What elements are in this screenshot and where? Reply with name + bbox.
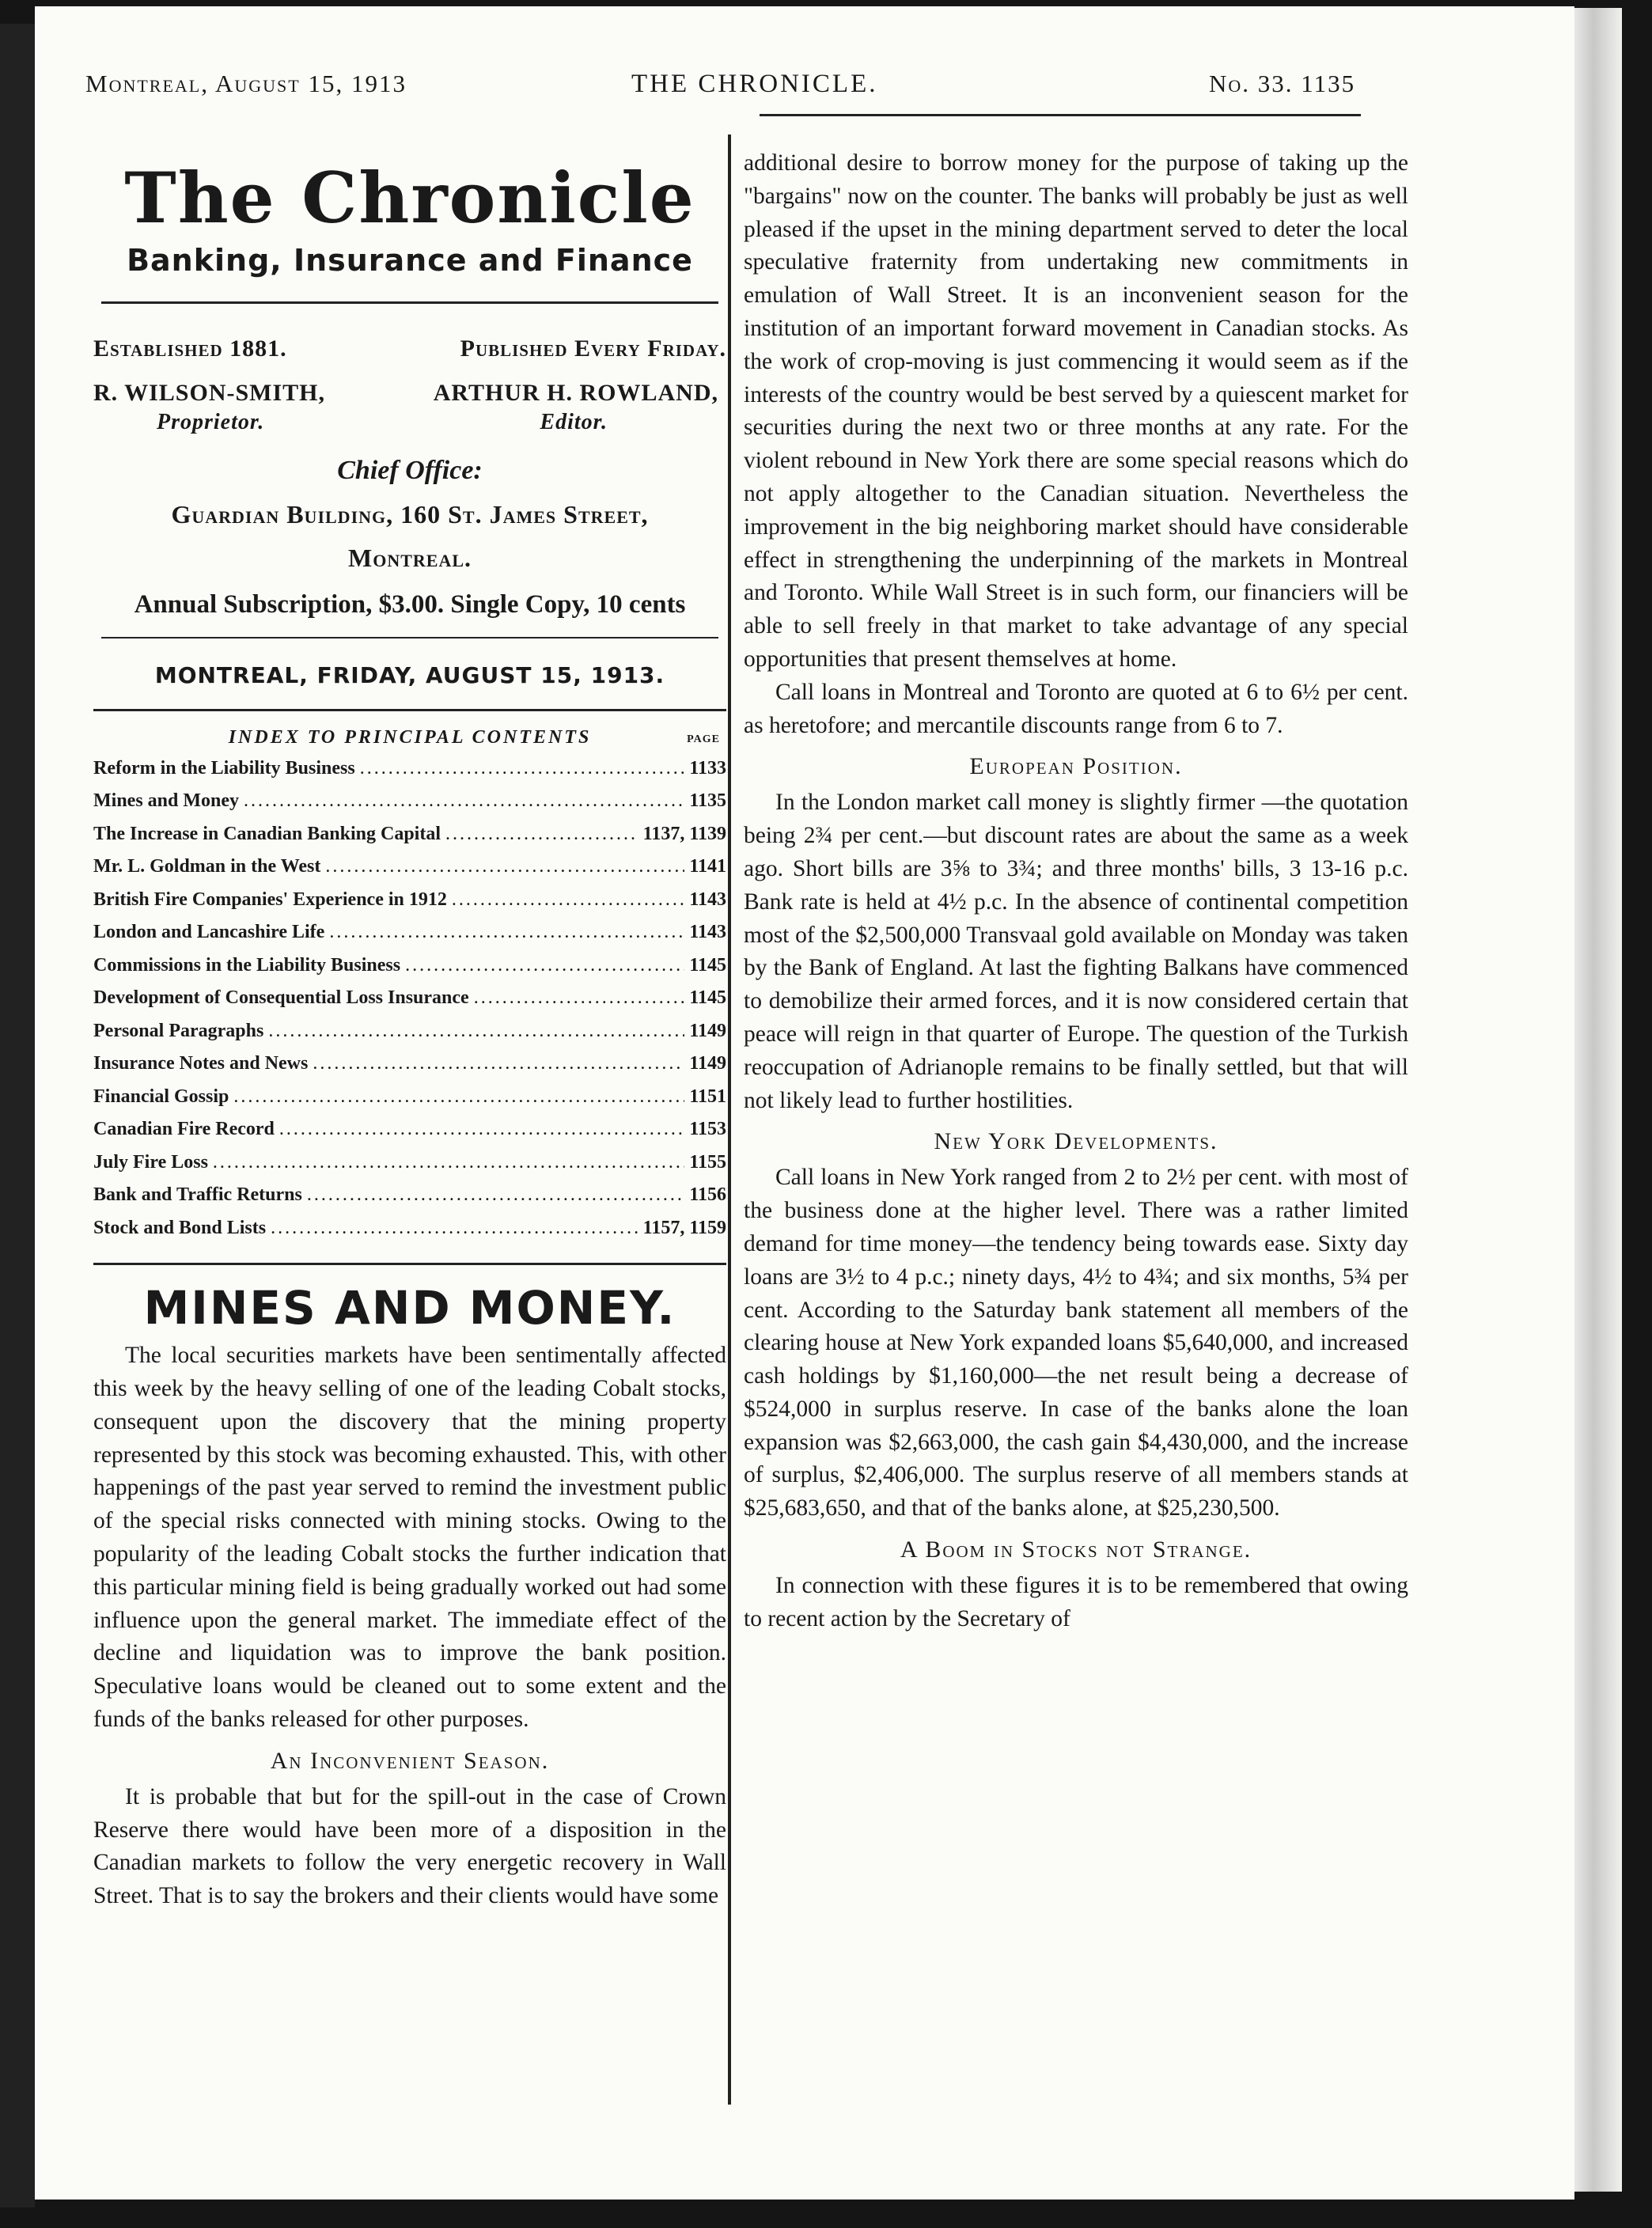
index-entry-title: British Fire Companies' Experience in 1912 (93, 889, 447, 910)
index-entry-title: Financial Gossip (93, 1086, 229, 1107)
index-list (93, 758, 726, 1251)
staff-row (93, 380, 726, 407)
index-entry-title: Insurance Notes and News (93, 1053, 309, 1074)
article-paragraph: In connection with these figures it is to be remembered that owing to recent action by the Secretary of (744, 1573, 1408, 1631)
index-rule (93, 1263, 726, 1265)
index-entry-page: 1137, 1139 (642, 823, 726, 844)
column-rule (728, 135, 731, 2105)
index-leader-dots (474, 987, 685, 1009)
left-column (93, 150, 726, 1913)
top-rule (760, 114, 1361, 116)
proprietor-name: R. WILSON-SMITH, (93, 379, 326, 406)
index-entry (93, 1086, 726, 1120)
subscription-rates: Annual Subscription, $3.00. Single Copy, 10 cents (134, 589, 686, 619)
index-entry (93, 1184, 726, 1218)
index-entry (93, 1053, 726, 1086)
subscription-rule (101, 637, 718, 638)
index-leader-dots (271, 1218, 638, 1239)
publication-info-row (93, 335, 726, 362)
index-entry-title: Commissions in the Liability Business (93, 954, 401, 976)
index-leader-dots (445, 824, 638, 845)
established-label: Established 1881. (93, 335, 287, 362)
masthead-rule (101, 301, 718, 304)
issue-dateline: MONTREAL, FRIDAY, AUGUST 15, 1913. (154, 661, 665, 688)
running-head-title: THE CHRONICLE. (631, 70, 878, 98)
article-subhead: European Position. (969, 753, 1183, 780)
index-entry (93, 790, 726, 824)
index-leader-dots (329, 922, 684, 943)
index-entry-page: 1143 (689, 922, 726, 943)
masthead-title: The Chronicle (124, 157, 695, 239)
index-entry-page: 1133 (689, 757, 726, 779)
index-entry-page: 1149 (689, 1020, 726, 1041)
index-leader-dots (268, 1021, 684, 1042)
index-entry (93, 1021, 726, 1054)
index-entry-title: Personal Paragraphs (93, 1020, 264, 1041)
office-address: Guardian Building, 160 St. James Street, (171, 499, 649, 529)
index-entry-page: 1143 (689, 889, 726, 910)
masthead-tagline: Banking, Insurance and Finance (127, 242, 693, 278)
index-page-label: PAGE (687, 733, 720, 745)
index-entry (93, 1152, 726, 1185)
published-label: Published Every Friday. (460, 335, 726, 362)
index-entry-page: 1157, 1159 (642, 1217, 726, 1238)
proprietor-role: Proprietor. (157, 409, 265, 434)
index-leader-dots (313, 1053, 684, 1074)
dateline-rule (93, 709, 726, 711)
index-entry (93, 1218, 726, 1251)
staff-role-row (93, 410, 726, 435)
index-entry-title: Reform in the Liability Business (93, 757, 355, 779)
editor-name: ARTHUR H. ROWLAND, (433, 379, 718, 406)
running-head-issue-page: No. 33. 1135 (1209, 70, 1356, 97)
index-entry-title: Development of Consequential Loss Insurance (93, 987, 469, 1009)
index-entry-title: Bank and Traffic Returns (93, 1184, 302, 1206)
index-leader-dots (360, 758, 685, 779)
index-leader-dots (307, 1184, 685, 1206)
article-paragraph: In the London market call money is slightly firmer —the quotation being 2¾ per cent.—but discount rates are about the same as a week ago. Short bills are 3⅝ to 3¾; and three months' bills, 3 13-16 p.c. Bank rate is held at 4½ p.c. In the absence of continental competition most of the $2,500,000 Transvaal gold available on Monday was taken by the Bank of England. At last the fighting Balkans have commenced to demobilize their armed forces, and it is now considered certain that peace will reign in that quarter of Europe. The question of the Turkish reoccupation of Adrianople remains to be finally settled, but that will not likely lead to further hostilities. (744, 790, 1408, 1113)
index-entry-title: The Increase in Canadian Banking Capital (93, 823, 441, 844)
index-entry (93, 889, 726, 923)
index-entry (93, 824, 726, 857)
article-paragraph: It is probable that but for the spill-out in the case of Crown Reserve there would have been more of a disposition in the Canadian markets to follow the very energetic recovery in Wall Street. That is to say the brokers and their clients would have some (93, 1783, 726, 1909)
index-entry-title: July Fire Loss (93, 1151, 208, 1173)
index-entry-page: 1145 (689, 987, 726, 1009)
index-leader-dots (279, 1119, 684, 1140)
index-entry-title: Canadian Fire Record (93, 1119, 275, 1140)
index-leader-dots (325, 856, 684, 877)
index-title (93, 727, 726, 748)
article-subhead: New York Developments. (934, 1128, 1218, 1155)
index-entry (93, 758, 726, 791)
right-column (744, 147, 1408, 1636)
scan-border-left (0, 24, 35, 2207)
office-city: Montreal. (348, 543, 472, 572)
article-paragraph: Call loans in Montreal and Toronto are quoted at 6 to 6½ per cent. as heretofore; and mercantile discounts range from 6 to 7. (744, 679, 1408, 738)
index-leader-dots (233, 1086, 684, 1108)
index-entry-page: 1155 (689, 1151, 726, 1173)
index-entry-title: Mr. L. Goldman in the West (93, 856, 321, 877)
index-entry (93, 955, 726, 988)
article-subhead: An Inconvenient Season. (270, 1747, 550, 1774)
index-entry (93, 922, 726, 955)
index-leader-dots (244, 790, 684, 812)
index-leader-dots (405, 955, 684, 976)
index-entry-page: 1145 (689, 954, 726, 976)
index-entry (93, 1119, 726, 1152)
index-entry-title: London and Lancashire Life (93, 922, 325, 943)
index-entry-page: 1141 (689, 856, 726, 877)
page-edge-right (1574, 8, 1622, 2192)
article-subhead: A Boom in Stocks not Strange. (900, 1536, 1252, 1563)
index-entry-page: 1153 (689, 1119, 726, 1140)
article-paragraph: The local securities markets have been sentimentally affected this week by the heavy selling of one of the leading Cobalt stocks, consequent upon the discovery that the mining property represented by this stock was becoming exhausted. This, with other happenings of the past year served to remind the investment public of the special risks connected with mining stocks. Owing to the popularity of the leading Cobalt stocks the further indication that this particular mining field is being gradually worked out had some influence upon the general market. The immediate effect of the decline and liquidation was to improve the bank position. Speculative loans would be cleaned out to some extent and the funds of the banks released for other purposes. (93, 1343, 726, 1733)
index-entry-title: Mines and Money (93, 790, 240, 812)
index-title-text: INDEX TO PRINCIPAL CONTENTS (228, 726, 592, 748)
index-entry-page: 1156 (689, 1184, 726, 1206)
index-leader-dots (213, 1152, 684, 1173)
index-entry-page: 1151 (689, 1086, 726, 1107)
index-leader-dots (452, 889, 684, 911)
index-entry (93, 856, 726, 889)
article-paragraph: Call loans in New York ranged from 2 to 2½ per cent. with most of the business done at the higher level. There was a rather limited demand for time money—the tendency being towards ease. Sixty day loans are 3½ to 4 p.c.; ninety days, 4½ to 4¾; and six months, 5¾ per cent. According to the Saturday bank statement all members of the clearing house at New York expanded loans $5,640,000, and increased cash holdings by $1,160,000—the net result being a decrease of $524,000 in surplus reserve. In case of the banks alone the loan expansion was $2,663,000, the cash gain $4,430,000, and the increase of surplus, $2,406,000. The surplus reserve of all members stands at $25,683,650, and that of the banks alone, at $25,230,500. (744, 1165, 1408, 1521)
index-entry-title: Stock and Bond Lists (93, 1217, 267, 1238)
article-headline: MINES AND MONEY. (143, 1281, 676, 1336)
running-head-date: Montreal, August 15, 1913 (85, 70, 407, 97)
article-paragraph: additional desire to borrow money for the purpose of taking up the "bargains" now on the counter. The banks will probably be just as well pleased if the upset in the mining department served to deter the local speculative fraternity from undertaking new commitments in emulation of Wall Street. It is an inconvenient season for the institution of an important forward movement in Canadian stocks. As the work of crop-moving is just commencing it would seem as if the interests of the country would be best served by a quiescent market for securities during the next two or three months at any rate. For the violent rebound in New York there are some special reasons which do not apply altogether to the Canadian situation. Nevertheless the improvement in the big neighboring market should have considerable effect in strengthening the underpinning of the markets in Montreal and Toronto. While Wall Street is in such form, our financiers will be able to sell freely in that market to take advantage of any special opportunities that present themselves at home. (744, 150, 1408, 672)
index-entry-page: 1135 (689, 790, 726, 812)
index-entry-page: 1149 (689, 1053, 726, 1074)
index-entry (93, 987, 726, 1021)
editor-role: Editor. (540, 409, 608, 434)
chief-office-label: Chief Office: (337, 455, 483, 485)
